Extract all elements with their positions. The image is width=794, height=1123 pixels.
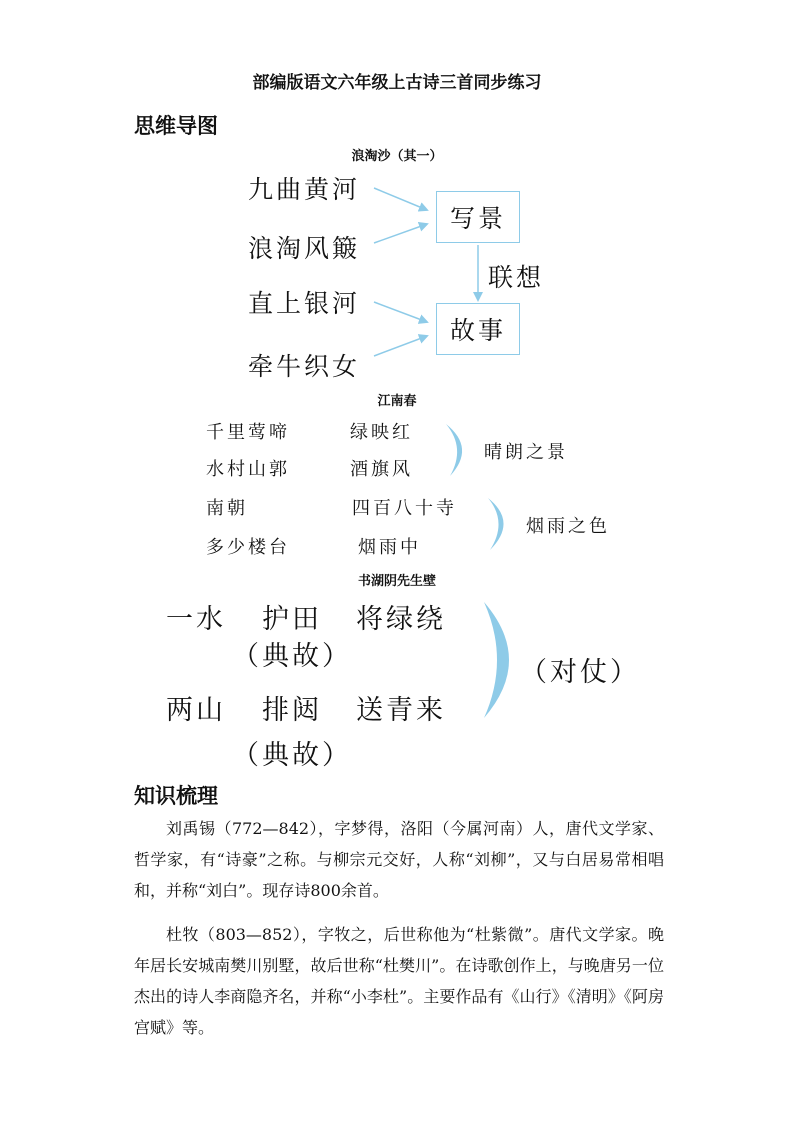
poem1-title: 浪淘沙（其一） <box>351 149 443 164</box>
poem3-note: （典故） <box>232 740 352 771</box>
poem3-phrase: 护田 <box>262 604 322 635</box>
poem2-phrase: 四百八十寺 <box>352 498 457 519</box>
poem2-phrase: 千里莺啼 <box>206 422 290 443</box>
arrow <box>374 336 427 356</box>
paragraph-liu-yuxi: 刘禹锡（772—842），字梦得，洛阳（今属河南）人，唐代文学家、哲学家，有“诗豪”之称。与柳宗元交好，人称“刘柳”，又与白居易常相唱和，并称“刘白”。现存诗800余首。 <box>134 819 664 900</box>
poem2-phrase: 南朝 <box>206 498 248 519</box>
paragraph-du-mu: 杜牧（803—852），字牧之，后世称他为“杜紫微”。唐代文学家。晚年居长安城南樊川别墅，故后世称“杜樊川”。在诗歌创作上，与晚唐另一位杰出的诗人李商隐齐名，并称“小李杜”。主要作品有《山行》《清明》《阿房宫赋》等。 <box>134 925 664 1037</box>
brace-couplet <box>484 602 509 718</box>
poem3-note: （典故） <box>232 641 352 672</box>
poem2-phrase: 水村山郭 <box>206 459 290 480</box>
arrow <box>374 224 427 243</box>
link-label: 联想 <box>488 263 545 292</box>
poem3-title: 书湖阴先生壁 <box>357 574 436 589</box>
poem3-phrase: 一水 <box>166 604 226 635</box>
page-title: 部编版语文六年级上古诗三首同步练习 <box>252 73 542 93</box>
arrow <box>374 188 427 210</box>
poem3-phrase: 将绿绕 <box>356 604 446 635</box>
poem1-line: 浪淘风簸 <box>248 234 361 263</box>
poem2-phrase: 多少楼台 <box>206 537 290 558</box>
poem2-phrase: 烟雨中 <box>358 537 421 558</box>
poem3-phrase: 两山 <box>166 695 226 726</box>
poem2-phrase: 酒旗风 <box>350 459 413 480</box>
arrow <box>374 302 427 322</box>
box-story-label: 故事 <box>449 316 506 345</box>
group-label-rain: 烟雨之色 <box>526 516 610 537</box>
poem1-line: 牵牛织女 <box>248 352 361 381</box>
brace-sunny <box>446 424 462 476</box>
poem1-line: 九曲黄河 <box>248 175 361 204</box>
section-heading-knowledge: 知识梳理 <box>134 784 218 808</box>
poem2-title: 江南春 <box>377 394 417 409</box>
box-scenery-label: 写景 <box>449 204 506 233</box>
brace-rain <box>488 498 504 550</box>
section-heading-mind-map: 思维导图 <box>134 114 218 138</box>
poem2-phrase: 绿映红 <box>350 422 413 443</box>
poem3-phrase: 送青来 <box>356 695 446 726</box>
group-label-sunny: 晴朗之景 <box>484 442 568 463</box>
poem3-summary: （对仗） <box>520 657 640 688</box>
poem3-phrase: 排闼 <box>262 695 322 726</box>
poem1-line: 直上银河 <box>248 289 361 318</box>
